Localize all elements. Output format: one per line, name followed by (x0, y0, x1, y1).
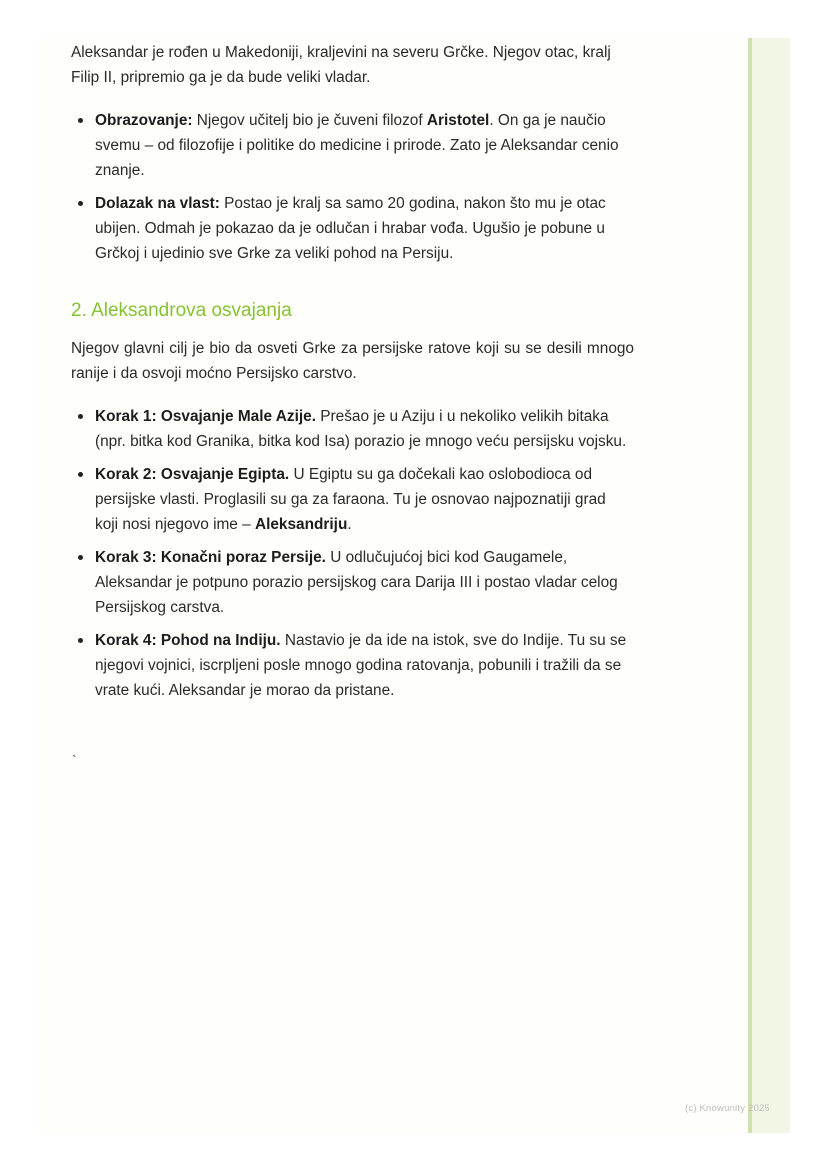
step-text: U odlučujućoj bici kod Gaugamele, Aleksandar je potpuno porazio persijskog cara Darija III i postao vladar celog Persijskog carstva. (95, 549, 618, 616)
list-item-education (95, 108, 634, 183)
step-text: Prešao je u Aziju i u nekoliko velikih bitaka (npr. bitka kod Granika, bitka kod Isa) porazio je mnogo veću persijsku vojsku. (95, 408, 627, 450)
list-item-step-3 (95, 545, 634, 620)
step-label: Korak 2: Osvajanje Egipta. (95, 466, 290, 483)
step-label: Korak 1: Osvajanje Male Azije. (95, 408, 316, 425)
list-item-rise-to-power (95, 191, 634, 266)
section-paragraph: Njegov glavni cilj je bio da osveti Grke za persijske ratove koji su se desili mnogo ranije i da osvoji moćno Persijsko carstvo. (71, 340, 634, 382)
bullet-bold-term: Aristotel (426, 112, 490, 129)
list-item-step-1 (95, 404, 634, 454)
early-life-list (71, 108, 634, 266)
footer-copyright: (c) Knowunity 2025 (685, 1103, 770, 1114)
page-side-strip (748, 38, 790, 1133)
bullet-label: Obrazovanje: (95, 112, 193, 129)
step-label: Korak 3: Konačni poraz Persije. (95, 549, 326, 566)
bullet-label: Dolazak na vlast: (95, 195, 220, 212)
step-text: Nastavio je da ide na istok, sve do Indije. Tu su se njegovi vojnici, iscrpljeni posle mnogo godina ratovanja, pobunili i tražili da se vrate kući. Aleksandar je morao da pristane. (95, 632, 627, 699)
step-text: U Egiptu su ga dočekali kao oslobodioca od persijske vlasti. Proglasili su ga za faraona. Tu je osnovao najpoznatiji grad koji nosi njegovo ime – (95, 466, 606, 533)
conquest-steps-list (71, 404, 634, 703)
list-item-step-2 (95, 462, 634, 537)
bullet-text: Njegov učitelj bio je čuveni filozof (192, 112, 427, 129)
bullet-text: Postao je kralj sa samo 20 godina, nakon što mu je otac ubijen. Odmah je pokazao da je odlučan i hrabar vođa. Ugušio je pobune u Grčkoj i ujedinio sve Grke za veliki pohod na Persiju. (95, 195, 606, 262)
list-item-step-4 (95, 628, 634, 703)
step-text: . (347, 516, 352, 533)
step-bold-term: Aleksandriju (254, 516, 348, 533)
bullet-text: . On ga je naučio svemu – od filozofije i politike do medicine i prirode. Zato je Aleksandar cenio znanje. (95, 112, 619, 179)
stray-backtick-mark: ` (72, 752, 77, 768)
intro-paragraph: Aleksandar je rođen u Makedoniji, kraljevini na severu Grčke. Njegov otac, kralj Filip II, pripremio ga je da bude veliki vladar. (71, 44, 611, 86)
step-label: Korak 4: Pohod na Indiju. (95, 632, 281, 649)
section-heading: 2. Aleksandrova osvajanja (71, 300, 292, 321)
document-content (71, 40, 634, 711)
